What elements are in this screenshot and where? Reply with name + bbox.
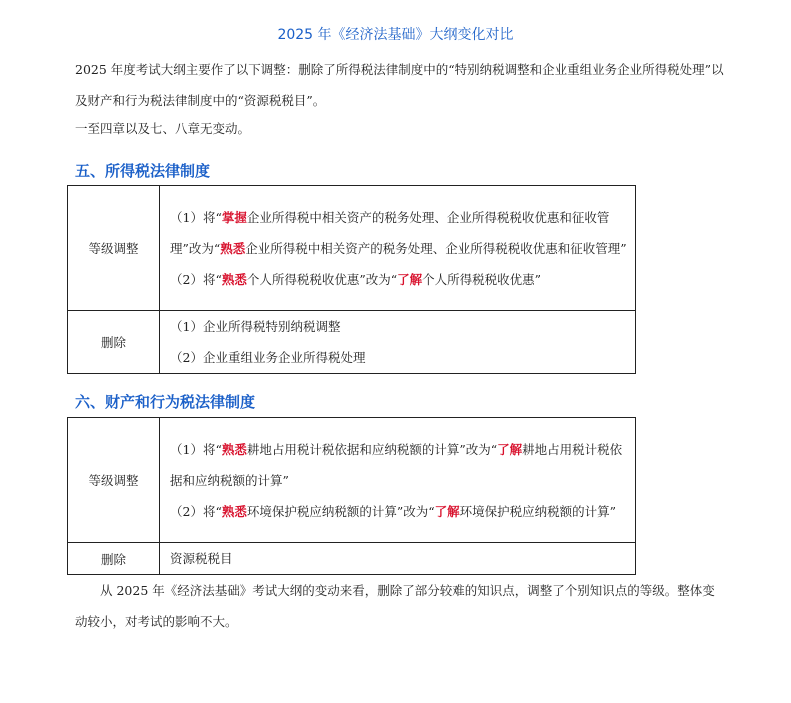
adjust-content xyxy=(160,418,636,543)
conclusion-paragraph: 从 2025 年《经济法基础》考试大纲的变动来看，删除了部分较难的知识点，调整了个别知识点的等级。整体变动较小，对考试的影响不大。 xyxy=(75,583,715,629)
section-5-heading: 五、所得税法律制度 xyxy=(75,162,211,180)
section-6-table xyxy=(67,417,636,575)
document-title: 2025 年《经济法基础》大纲变化对比 xyxy=(277,27,514,43)
delete-item-2: （2）企业重组业务企业所得税处理 xyxy=(170,350,366,365)
section-6-heading: 六、财产和行为税法律制度 xyxy=(75,393,256,411)
table-row xyxy=(68,311,636,374)
adjust-item-1: （1）将“掌握企业所得税中相关资产的税务处理、企业所得税税收优惠和征收管理”改为“熟悉企业所得税中相关资产的税务处理、企业所得税税收优惠和征收管理” xyxy=(170,209,627,256)
table-row xyxy=(68,186,636,311)
row-label-adjust: 等级调整 xyxy=(68,186,160,311)
table-row xyxy=(68,543,636,575)
adjust-item-2: （2）将“熟悉个人所得税税收优惠”改为“了解个人所得税税收优惠” xyxy=(170,271,542,287)
delete-content xyxy=(160,311,636,374)
delete-content: 资源税税目 xyxy=(160,543,636,575)
row-label-delete: 删除 xyxy=(68,543,160,575)
delete-item-1: （1）企业所得税特别纳税调整 xyxy=(170,319,341,334)
section-5-table xyxy=(67,185,636,374)
table-row xyxy=(68,418,636,543)
row-label-adjust: 等级调整 xyxy=(68,418,160,543)
intro-paragraph: 2025 年度考试大纲主要作了以下调整：删除了所得税法律制度中的“特别纳税调整和企业重组业务企业所得税处理”以及财产和行为税法律制度中的“资源税税目”。 xyxy=(75,62,724,108)
adjust-item-1: （1）将“熟悉耕地占用税计税依据和应纳税额的计算”改为“了解耕地占用税计税依据和应纳税额的计算” xyxy=(170,441,623,488)
adjust-item-2: （2）将“熟悉环境保护税应纳税额的计算”改为“了解环境保护税应纳税额的计算” xyxy=(170,503,617,519)
adjust-content xyxy=(160,186,636,311)
intro-note: 一至四章以及七、八章无变动。 xyxy=(75,121,251,136)
row-label-delete: 删除 xyxy=(68,311,160,374)
